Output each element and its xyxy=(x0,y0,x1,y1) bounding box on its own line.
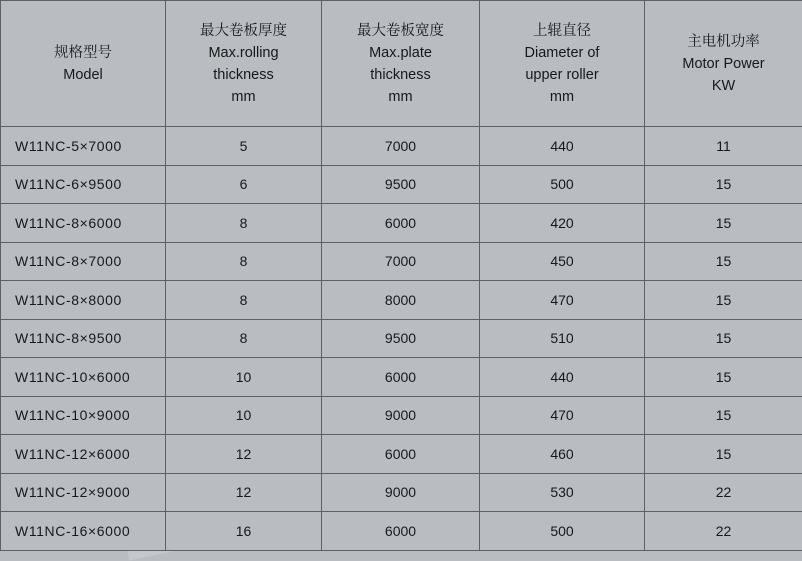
cell-max-rolling-thickness: 8 xyxy=(166,204,322,243)
column-header-line: upper roller xyxy=(482,64,642,86)
column-header-upper-roller-diameter xyxy=(480,1,645,127)
cell-motor-power: 15 xyxy=(645,165,802,204)
cell-max-plate-thickness: 8000 xyxy=(322,281,480,320)
cell-motor-power: 22 xyxy=(645,473,802,512)
cell-model: W11NC-12×9000 xyxy=(1,473,166,512)
column-header-line: 最大卷板厚度 xyxy=(168,20,319,42)
cell-motor-power: 15 xyxy=(645,319,802,358)
cell-motor-power: 15 xyxy=(645,358,802,397)
cell-upper-roller-diameter: 440 xyxy=(480,127,645,166)
cell-upper-roller-diameter: 470 xyxy=(480,281,645,320)
cell-max-rolling-thickness: 8 xyxy=(166,281,322,320)
cell-max-plate-thickness: 6000 xyxy=(322,358,480,397)
cell-model: W11NC-12×6000 xyxy=(1,435,166,474)
cell-max-plate-thickness: 7000 xyxy=(322,242,480,281)
column-header-line: 主电机功率 xyxy=(647,31,800,53)
cell-max-plate-thickness: 6000 xyxy=(322,204,480,243)
cell-upper-roller-diameter: 500 xyxy=(480,165,645,204)
cell-max-rolling-thickness: 8 xyxy=(166,242,322,281)
cell-upper-roller-diameter: 530 xyxy=(480,473,645,512)
table-row xyxy=(1,435,802,474)
cell-model: W11NC-8×8000 xyxy=(1,281,166,320)
cell-upper-roller-diameter: 450 xyxy=(480,242,645,281)
cell-model: W11NC-8×6000 xyxy=(1,204,166,243)
cell-max-rolling-thickness: 8 xyxy=(166,319,322,358)
cell-max-plate-thickness: 9000 xyxy=(322,473,480,512)
column-header-line: 最大卷板宽度 xyxy=(324,20,477,42)
cell-motor-power: 15 xyxy=(645,204,802,243)
column-header-line: 上辊直径 xyxy=(482,20,642,42)
cell-max-rolling-thickness: 5 xyxy=(166,127,322,166)
column-header-line: 规格型号 xyxy=(3,42,163,64)
column-header-line: thickness xyxy=(168,64,319,86)
cell-upper-roller-diameter: 510 xyxy=(480,319,645,358)
cell-upper-roller-diameter: 440 xyxy=(480,358,645,397)
cell-motor-power: 15 xyxy=(645,242,802,281)
cell-upper-roller-diameter: 420 xyxy=(480,204,645,243)
cell-model: W11NC-8×7000 xyxy=(1,242,166,281)
cell-max-rolling-thickness: 10 xyxy=(166,358,322,397)
cell-max-rolling-thickness: 12 xyxy=(166,435,322,474)
column-header-model xyxy=(1,1,166,127)
cell-max-rolling-thickness: 12 xyxy=(166,473,322,512)
cell-model: W11NC-5×7000 xyxy=(1,127,166,166)
column-header-max-plate-thickness xyxy=(322,1,480,127)
column-header-line: Diameter of xyxy=(482,42,642,64)
cell-max-plate-thickness: 9500 xyxy=(322,165,480,204)
cell-upper-roller-diameter: 500 xyxy=(480,512,645,551)
table-row xyxy=(1,204,802,243)
cell-model: W11NC-10×9000 xyxy=(1,396,166,435)
column-header-line: thickness xyxy=(324,64,477,86)
cell-model: W11NC-6×9500 xyxy=(1,165,166,204)
cell-max-rolling-thickness: 16 xyxy=(166,512,322,551)
cell-motor-power: 15 xyxy=(645,435,802,474)
column-header-line: Max.plate xyxy=(324,42,477,64)
column-header-unit: mm xyxy=(324,86,477,108)
cell-upper-roller-diameter: 460 xyxy=(480,435,645,474)
cell-model: W11NC-10×6000 xyxy=(1,358,166,397)
table-row xyxy=(1,281,802,320)
table-row xyxy=(1,396,802,435)
column-header-line: Model xyxy=(3,64,163,86)
table-row xyxy=(1,473,802,512)
column-header-line: Max.rolling xyxy=(168,42,319,64)
cell-max-rolling-thickness: 10 xyxy=(166,396,322,435)
cell-max-plate-thickness: 9000 xyxy=(322,396,480,435)
cell-max-rolling-thickness: 6 xyxy=(166,165,322,204)
cell-upper-roller-diameter: 470 xyxy=(480,396,645,435)
table-header xyxy=(1,1,802,127)
table-row xyxy=(1,127,802,166)
table-row xyxy=(1,165,802,204)
table-row xyxy=(1,512,802,551)
column-header-unit: mm xyxy=(482,86,642,108)
table-row xyxy=(1,319,802,358)
cell-motor-power: 11 xyxy=(645,127,802,166)
column-header-line: Motor Power xyxy=(647,53,800,75)
cell-max-plate-thickness: 9500 xyxy=(322,319,480,358)
table-header-row xyxy=(1,1,802,127)
table-body xyxy=(1,127,802,551)
table-row xyxy=(1,242,802,281)
cell-model: W11NC-8×9500 xyxy=(1,319,166,358)
column-header-unit: mm xyxy=(168,86,319,108)
column-header-unit: KW xyxy=(647,75,800,97)
column-header-max-rolling-thickness xyxy=(166,1,322,127)
table-row xyxy=(1,358,802,397)
cell-motor-power: 15 xyxy=(645,396,802,435)
cell-max-plate-thickness: 6000 xyxy=(322,512,480,551)
cell-max-plate-thickness: 7000 xyxy=(322,127,480,166)
cell-max-plate-thickness: 6000 xyxy=(322,435,480,474)
cell-model: W11NC-16×6000 xyxy=(1,512,166,551)
column-header-motor-power xyxy=(645,1,802,127)
cell-motor-power: 22 xyxy=(645,512,802,551)
cell-motor-power: 15 xyxy=(645,281,802,320)
